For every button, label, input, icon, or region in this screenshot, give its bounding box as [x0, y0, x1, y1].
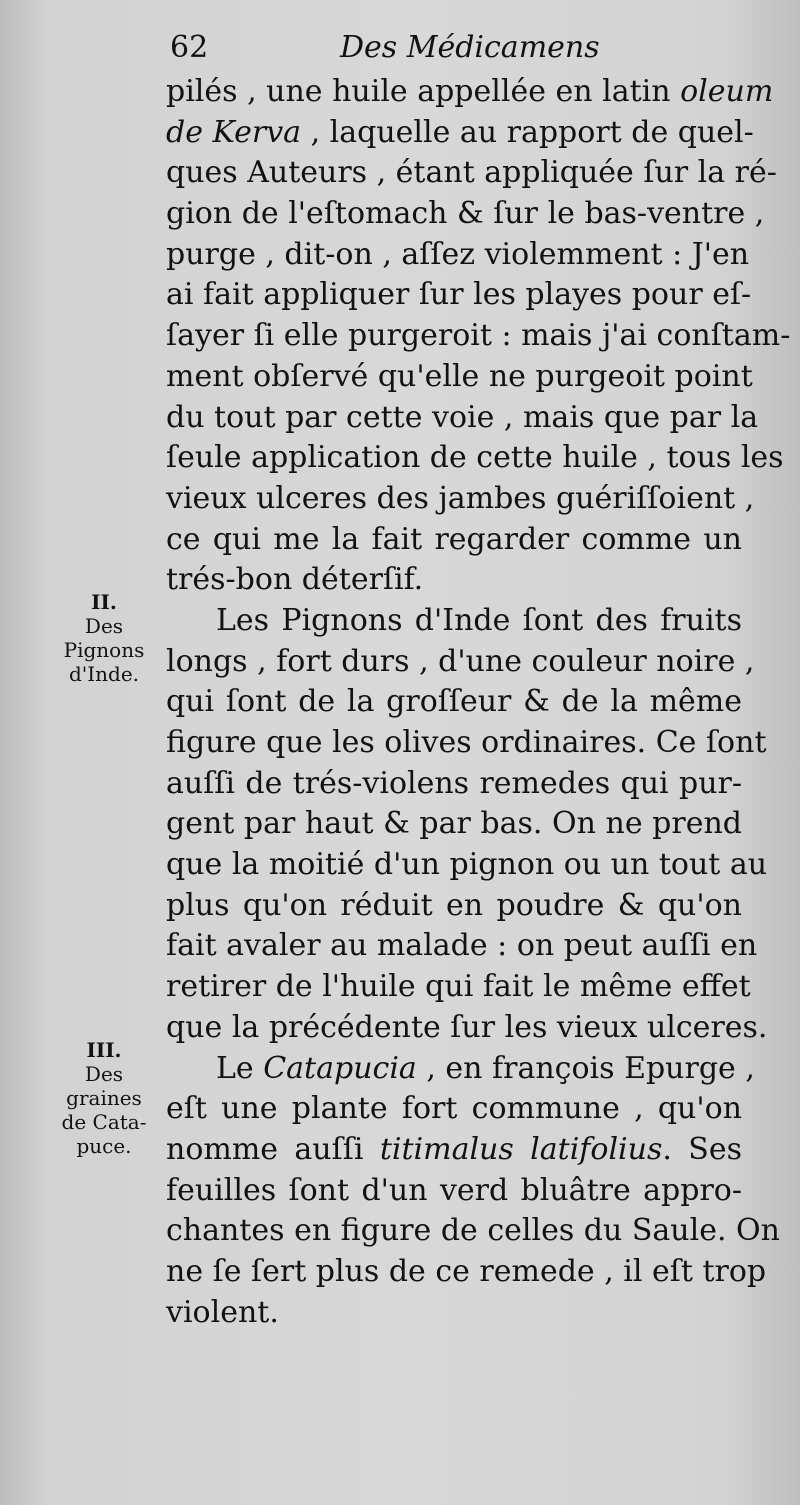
text-segment: ment obſervé qu'elle ne purgeoit point [166, 358, 753, 394]
body-text [166, 72, 791, 1333]
text-line [166, 601, 742, 642]
text-segment: purge , dit-on , aſſez violemment : J'en [166, 236, 750, 272]
text-line [166, 153, 777, 194]
text-line [166, 235, 750, 276]
text-line [166, 723, 767, 764]
text-line [166, 1211, 780, 1252]
text-segment: vieux ulceres des jambes guériſſoient , [166, 480, 755, 516]
text-segment: ce qui me la fait regarder comme un [166, 521, 742, 557]
margin-note-catapuce [50, 1038, 158, 1158]
text-segment: trés-bon déterſif. [166, 562, 424, 598]
text-segment: gent par haut & par bas. On ne prend [166, 806, 742, 842]
text-segment: retirer de l'huile qui fait le même effet [166, 969, 751, 1005]
margin-note-line: Pignons [63, 638, 145, 662]
text-line [166, 886, 742, 927]
text-segment: qui ſont de la groſſeur & de la même [166, 684, 742, 720]
text-line [166, 926, 758, 967]
page-number: 62 [170, 30, 209, 65]
text-segment: que la moitié d'un pignon ou un tout au [166, 847, 768, 883]
text-segment: fait avaler au malade : on peut auſſi en [166, 928, 758, 964]
text-line [166, 316, 791, 357]
text-segment: chantes en figure de celles du Saule. On [166, 1213, 780, 1249]
text-segment: eſt une plante fort commune , qu'on [166, 1091, 742, 1127]
margin-note-number: II. [91, 590, 117, 614]
margin-note-pignons [50, 590, 158, 686]
italic-term: oleum [680, 74, 774, 109]
text-line [166, 357, 753, 398]
margin-note-line: Des [84, 614, 124, 638]
text-line [166, 845, 768, 886]
text-line [166, 1089, 742, 1130]
text-line [166, 275, 752, 316]
text-segment: que la précédente ſur les vieux ulceres. [166, 1009, 768, 1045]
text-line [166, 642, 755, 683]
text-segment: nomme auſſi [166, 1131, 380, 1167]
text-segment: ne ſe ſert plus de ce remede , il eſt trop [166, 1253, 767, 1289]
text-line [166, 967, 751, 1008]
text-line [166, 194, 765, 235]
text-segment: gion de l'eſtomach & ſur le bas-ventre , [166, 196, 765, 232]
text-line [166, 764, 742, 805]
text-line [166, 1130, 742, 1171]
margin-note-line: puce. [76, 1134, 132, 1158]
text-segment: plus qu'on réduit en poudre & qu'on [166, 887, 742, 923]
margin-note-number: III. [86, 1038, 122, 1062]
text-segment: longs , fort durs , d'une couleur noire , [166, 643, 755, 679]
text-line [166, 438, 784, 479]
text-line [166, 72, 774, 113]
text-segment: ques Auteurs , étant appliquée ſur la ré- [166, 155, 777, 191]
text-segment: Les Pignons d'Inde ſont des fruits [216, 602, 742, 638]
text-line [166, 682, 742, 723]
margin-note-line: graines [66, 1086, 142, 1110]
text-segment: auſſi de trés-violens remedes qui pur- [166, 765, 742, 801]
text-segment: du tout par cette voie , mais que par la [166, 399, 759, 435]
text-line [166, 1252, 767, 1293]
text-line [166, 113, 754, 154]
text-segment: violent. [166, 1294, 279, 1330]
italic-term: titimalus latifolius [379, 1131, 663, 1167]
text-line [166, 1171, 742, 1212]
text-segment: . Ses [662, 1131, 742, 1167]
text-segment: ſayer ſi elle purgeroit : mais j'ai conſtam- [166, 318, 791, 354]
text-segment: Le [216, 1050, 264, 1086]
text-segment: feuilles ſont d'un verd bluâtre appro- [166, 1172, 742, 1208]
text-segment: ai fait appliquer ſur les playes pour eſ- [166, 277, 752, 313]
text-line [166, 1008, 768, 1049]
text-segment: pilés , une huile appellée en latin [166, 74, 681, 109]
text-segment: , laquelle au rapport de quel- [301, 114, 754, 150]
text-segment: ſeule application de cette huile , tous les [166, 440, 784, 476]
italic-term: Catapucia [263, 1050, 417, 1086]
margin-note-line: d'Inde. [68, 662, 140, 686]
text-line [166, 398, 759, 439]
text-line [166, 1293, 742, 1334]
italic-term: de Kerva [166, 114, 302, 150]
text-line [166, 804, 742, 845]
text-line [166, 520, 742, 561]
text-line [166, 479, 755, 520]
text-line [166, 1049, 755, 1090]
margin-note-line: Des [84, 1062, 124, 1086]
text-segment: figure que les olives ordinaires. Ce ſont [166, 725, 767, 760]
page-header [170, 30, 730, 70]
margin-note-line: de Cata- [61, 1110, 147, 1134]
text-segment: , en françois Epurge , [416, 1050, 755, 1086]
running-title: Des Médicamens [340, 30, 600, 65]
text-line [166, 560, 742, 601]
